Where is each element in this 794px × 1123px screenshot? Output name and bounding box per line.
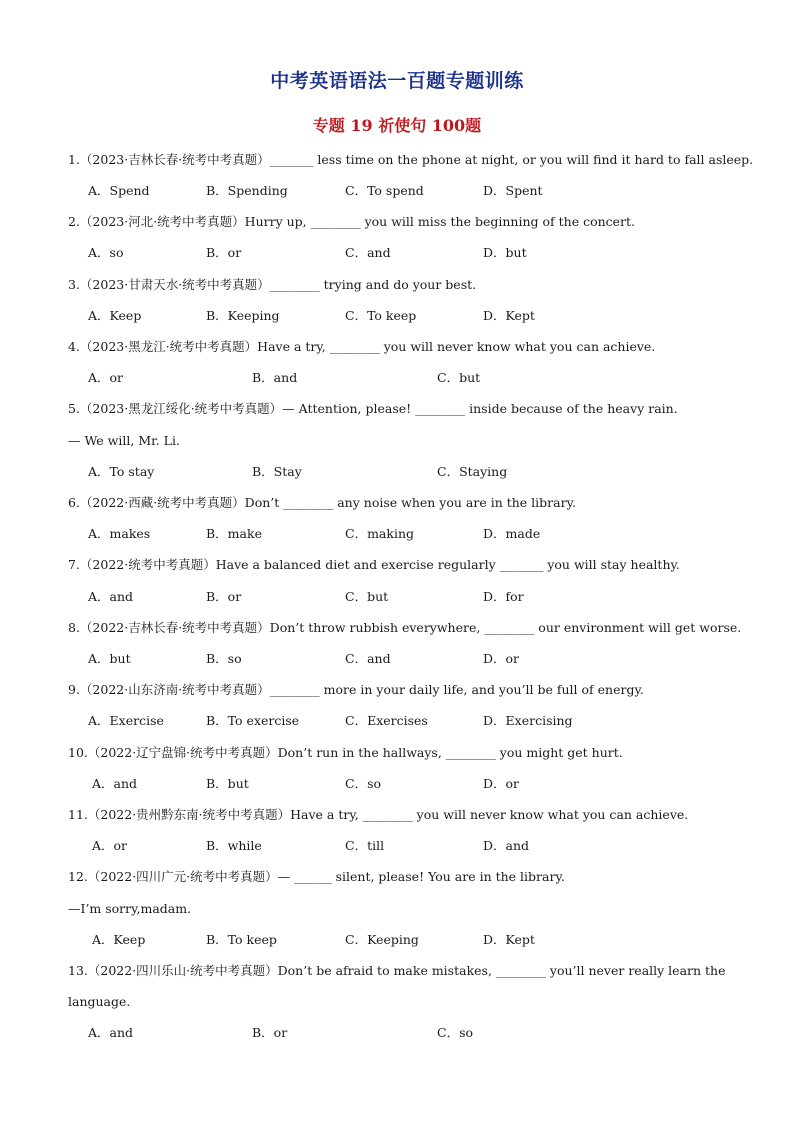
option[interactable]: D．for: [483, 589, 524, 604]
option[interactable]: A．and: [88, 1025, 134, 1040]
option[interactable]: C．To keep: [345, 308, 417, 323]
question-stem: 9.（2022·山东济南·统考中考真题）________ more in your daily life, and you’ll be full of energy.: [68, 682, 644, 697]
option[interactable]: C．but: [345, 589, 389, 604]
option[interactable]: A．Keep: [88, 308, 142, 323]
question-stem: 2.（2023·河北·统考中考真题）Hurry up, ________ you will miss the beginning of the concert.: [68, 214, 636, 229]
question-stem: 12.（2022·四川广元·统考中考真题）— ______ silent, please! You are in the library.: [68, 869, 565, 884]
option[interactable]: A．but: [88, 651, 131, 666]
option[interactable]: D．made: [483, 526, 541, 541]
option[interactable]: C．To spend: [345, 183, 424, 198]
option-row: [68, 300, 728, 331]
question-stem: 1.（2023·吉林长春·统考中考真题）_______ less time on the phone at night, or you will find it hard to fall asleep.: [68, 152, 754, 167]
option[interactable]: C．and: [345, 651, 391, 666]
option-row: [68, 518, 728, 549]
option[interactable]: A．or: [92, 838, 128, 853]
option[interactable]: D．Exercising: [483, 713, 573, 728]
option[interactable]: C．making: [345, 526, 414, 541]
option[interactable]: A．makes: [88, 526, 151, 541]
option[interactable]: B．but: [206, 776, 249, 791]
option[interactable]: B．Keeping: [206, 308, 280, 323]
option[interactable]: A．or: [88, 370, 124, 385]
option[interactable]: B．make: [206, 526, 262, 541]
question-stem: 3.（2023·甘肃天水·统考中考真题）________ trying and do your best.: [68, 277, 477, 292]
option[interactable]: B．To exercise: [206, 713, 300, 728]
question-stem: 4.（2023·黑龙江·统考中考真题）Have a try, ________ you will never know what you can achieve.: [68, 339, 656, 354]
option[interactable]: B．while: [206, 838, 262, 853]
option-row: [68, 456, 728, 487]
question-stem: 11.（2022·贵州黔东南·统考中考真题）Have a try, ________ you will never know what you can achieve.: [68, 807, 689, 822]
option[interactable]: A．To stay: [88, 464, 155, 479]
option[interactable]: C．but: [437, 370, 481, 385]
option-row: [68, 1017, 728, 1048]
page-title: 中考英语语法一百题专题训练: [270, 70, 524, 92]
option[interactable]: B．and: [252, 370, 298, 385]
option-row: [68, 830, 728, 861]
option[interactable]: A．and: [92, 776, 138, 791]
option[interactable]: B．or: [206, 589, 242, 604]
question-stem: 13.（2022·四川乐山·统考中考真题）Don’t be afraid to make mistakes, ________ you’ll never really learn the: [68, 963, 726, 978]
option[interactable]: D．or: [483, 651, 520, 666]
option[interactable]: D．and: [483, 838, 530, 853]
option-row: [68, 581, 728, 612]
question-continuation: —I’m sorry,madam.: [68, 901, 192, 916]
option[interactable]: B．Spending: [206, 183, 288, 198]
option[interactable]: A．and: [88, 589, 134, 604]
option-row: [68, 768, 728, 799]
option[interactable]: D．Kept: [483, 932, 535, 947]
option[interactable]: A．Spend: [88, 183, 150, 198]
option[interactable]: A．Keep: [92, 932, 146, 947]
option-row: [68, 237, 728, 268]
option[interactable]: C．and: [345, 245, 391, 260]
option-row: [68, 705, 728, 736]
option[interactable]: D．Kept: [483, 308, 535, 323]
question-stem: 6.（2022·西藏·统考中考真题）Don’t ________ any noise when you are in the library.: [68, 495, 576, 510]
question-continuation: — We will, Mr. Li.: [68, 433, 180, 448]
question-continuation: language.: [68, 994, 131, 1009]
option[interactable]: A．Exercise: [88, 713, 164, 728]
option-row: [68, 924, 728, 955]
option[interactable]: D．but: [483, 245, 527, 260]
question-stem: 7.（2022·统考中考真题）Have a balanced diet and exercise regularly _______ you will stay healthy.: [68, 557, 680, 572]
question-stem: 10.（2022·辽宁盘锦·统考中考真题）Don’t run in the hallways, ________ you might get hurt.: [68, 745, 623, 760]
option[interactable]: D．or: [483, 776, 520, 791]
option[interactable]: C．till: [345, 838, 385, 853]
option[interactable]: D．Spent: [483, 183, 543, 198]
option[interactable]: B．Stay: [252, 464, 302, 479]
option-row: [68, 362, 728, 393]
option[interactable]: C．so: [437, 1025, 474, 1040]
option[interactable]: C．Keeping: [345, 932, 419, 947]
question-stem: 5.（2023·黑龙江绥化·统考中考真题）— Attention, please! ________ inside because of the heavy rain.: [68, 401, 678, 416]
option[interactable]: B．or: [206, 245, 242, 260]
option[interactable]: B．so: [206, 651, 242, 666]
option[interactable]: B．or: [252, 1025, 288, 1040]
page-subtitle: 专题 19 祈使句 100题: [312, 116, 482, 135]
option-row: [68, 643, 728, 674]
question-stem: 8.（2022·吉林长春·统考中考真题）Don’t throw rubbish everywhere, ________ our environment will get worse.: [68, 620, 742, 635]
option[interactable]: B．To keep: [206, 932, 277, 947]
option[interactable]: C．Staying: [437, 464, 508, 479]
option[interactable]: C．Exercises: [345, 713, 428, 728]
option[interactable]: A．so: [88, 245, 124, 260]
option-row: [68, 175, 728, 206]
option[interactable]: C．so: [345, 776, 382, 791]
